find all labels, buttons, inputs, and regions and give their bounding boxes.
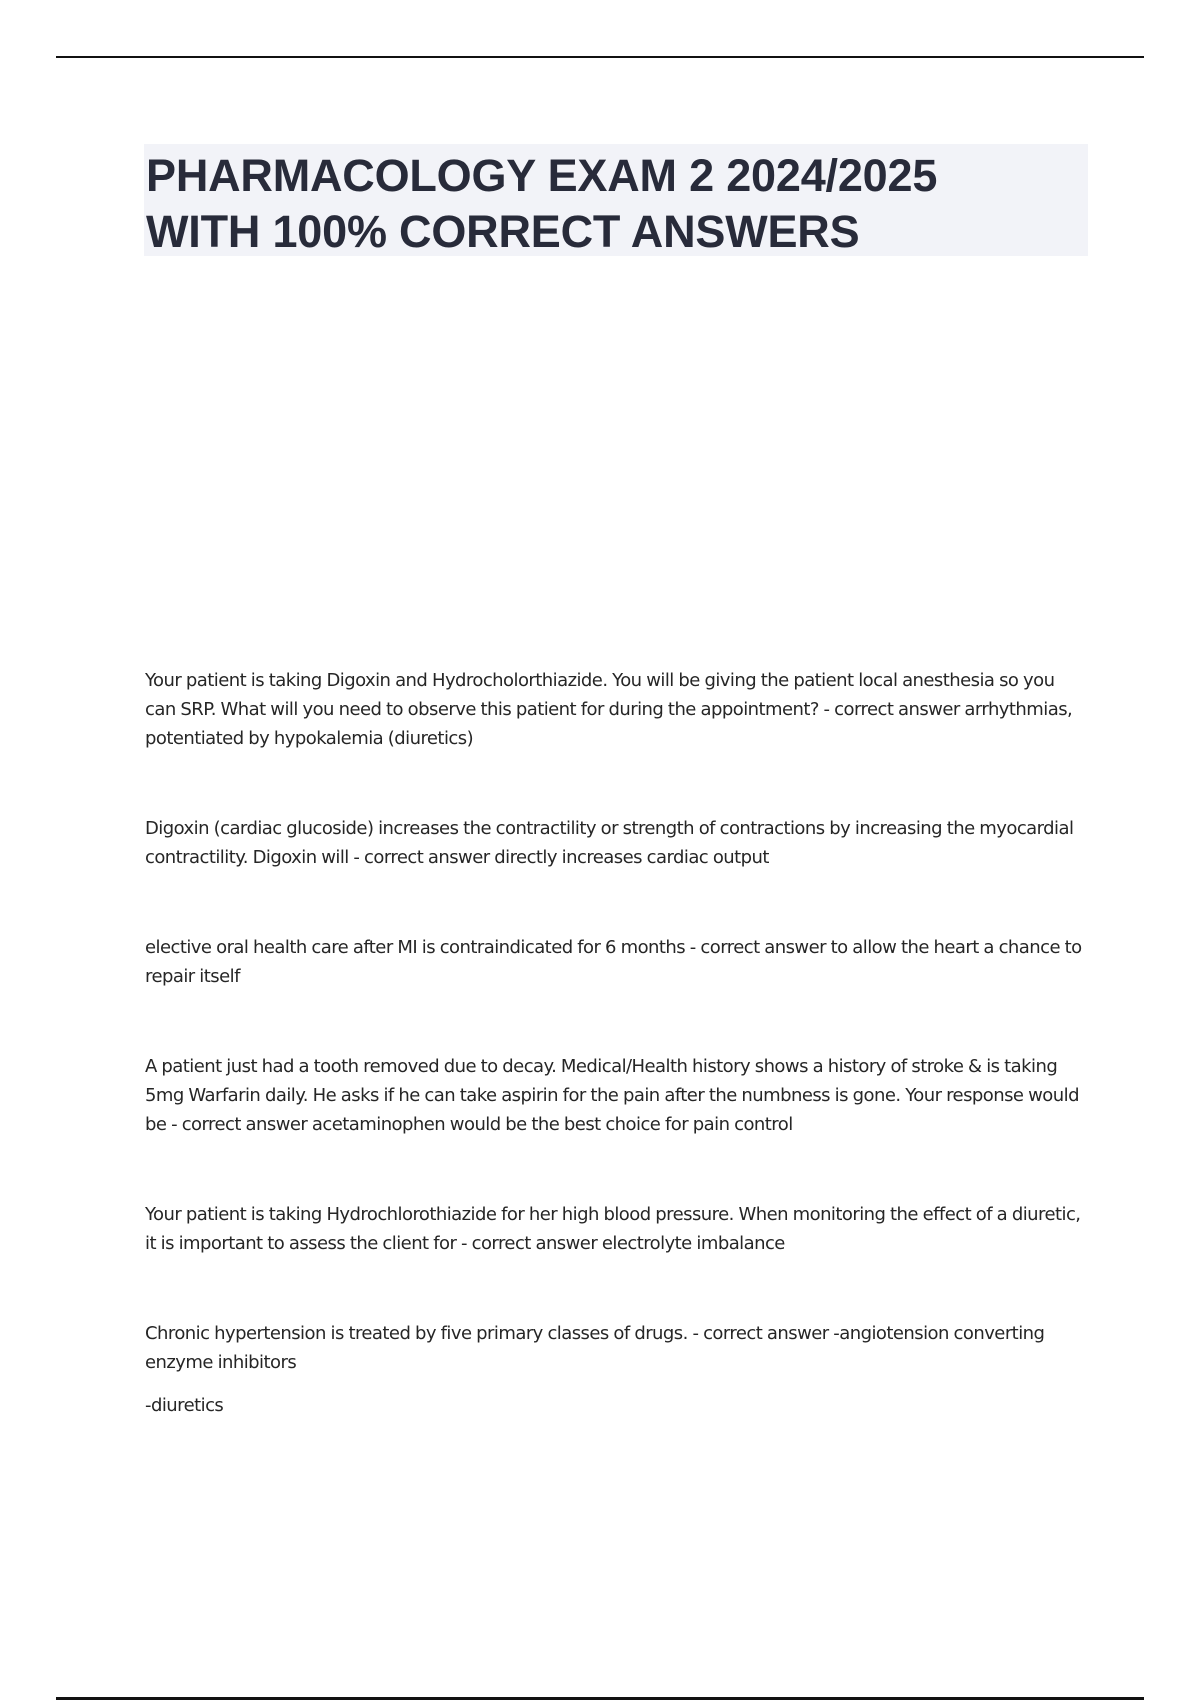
document-title (144, 144, 1088, 256)
title-line-2: WITH 100% CORRECT ANSWERS (146, 206, 860, 257)
qa-item-post-mi-care: elective oral health care after MI is contraindicated for 6 months - correct answer to allow the heart a chance to repair itself (145, 937, 1082, 987)
qa-item-continuation: -diuretics (145, 1395, 224, 1416)
question-list (145, 666, 1085, 1420)
qa-item-digoxin-output: Digoxin (cardiac glucoside) increases the contractility or strength of contractions by increasing the myocardial contractility. Digoxin will - correct answer directly increases cardiac output (145, 818, 1074, 868)
qa-item-diuretic-monitoring: Your patient is taking Hydrochlorothiazide for her high blood pressure. When monitoring the effect of a diuretic, it is important to assess the client for - correct answer electrolyte imbalance (145, 1204, 1081, 1254)
qa-item-warfarin-pain: A patient just had a tooth removed due to decay. Medical/Health history shows a history of stroke & is taking 5mg Warfarin daily. He asks if he can take aspirin for the pain after the numbness is gone. Your response would be - correct answer acetaminophen would be the best choice for pain control (145, 1056, 1079, 1135)
title-line-1: PHARMACOLOGY EXAM 2 2024/2025 (146, 150, 938, 201)
qa-item-digoxin-anesthesia: Your patient is taking Digoxin and Hydrocholorthiazide. You will be giving the patient local anesthesia so you can SRP. What will you need to observe this patient for during the appointment? - correct answer arrhythmias, potentiated by hypokalemia (diuretics) (145, 670, 1073, 749)
header-rule (56, 56, 1144, 58)
qa-item-hypertension-classes: Chronic hypertension is treated by five primary classes of drugs. - correct answer -angiotension converting enzyme inhibitors (145, 1323, 1045, 1373)
